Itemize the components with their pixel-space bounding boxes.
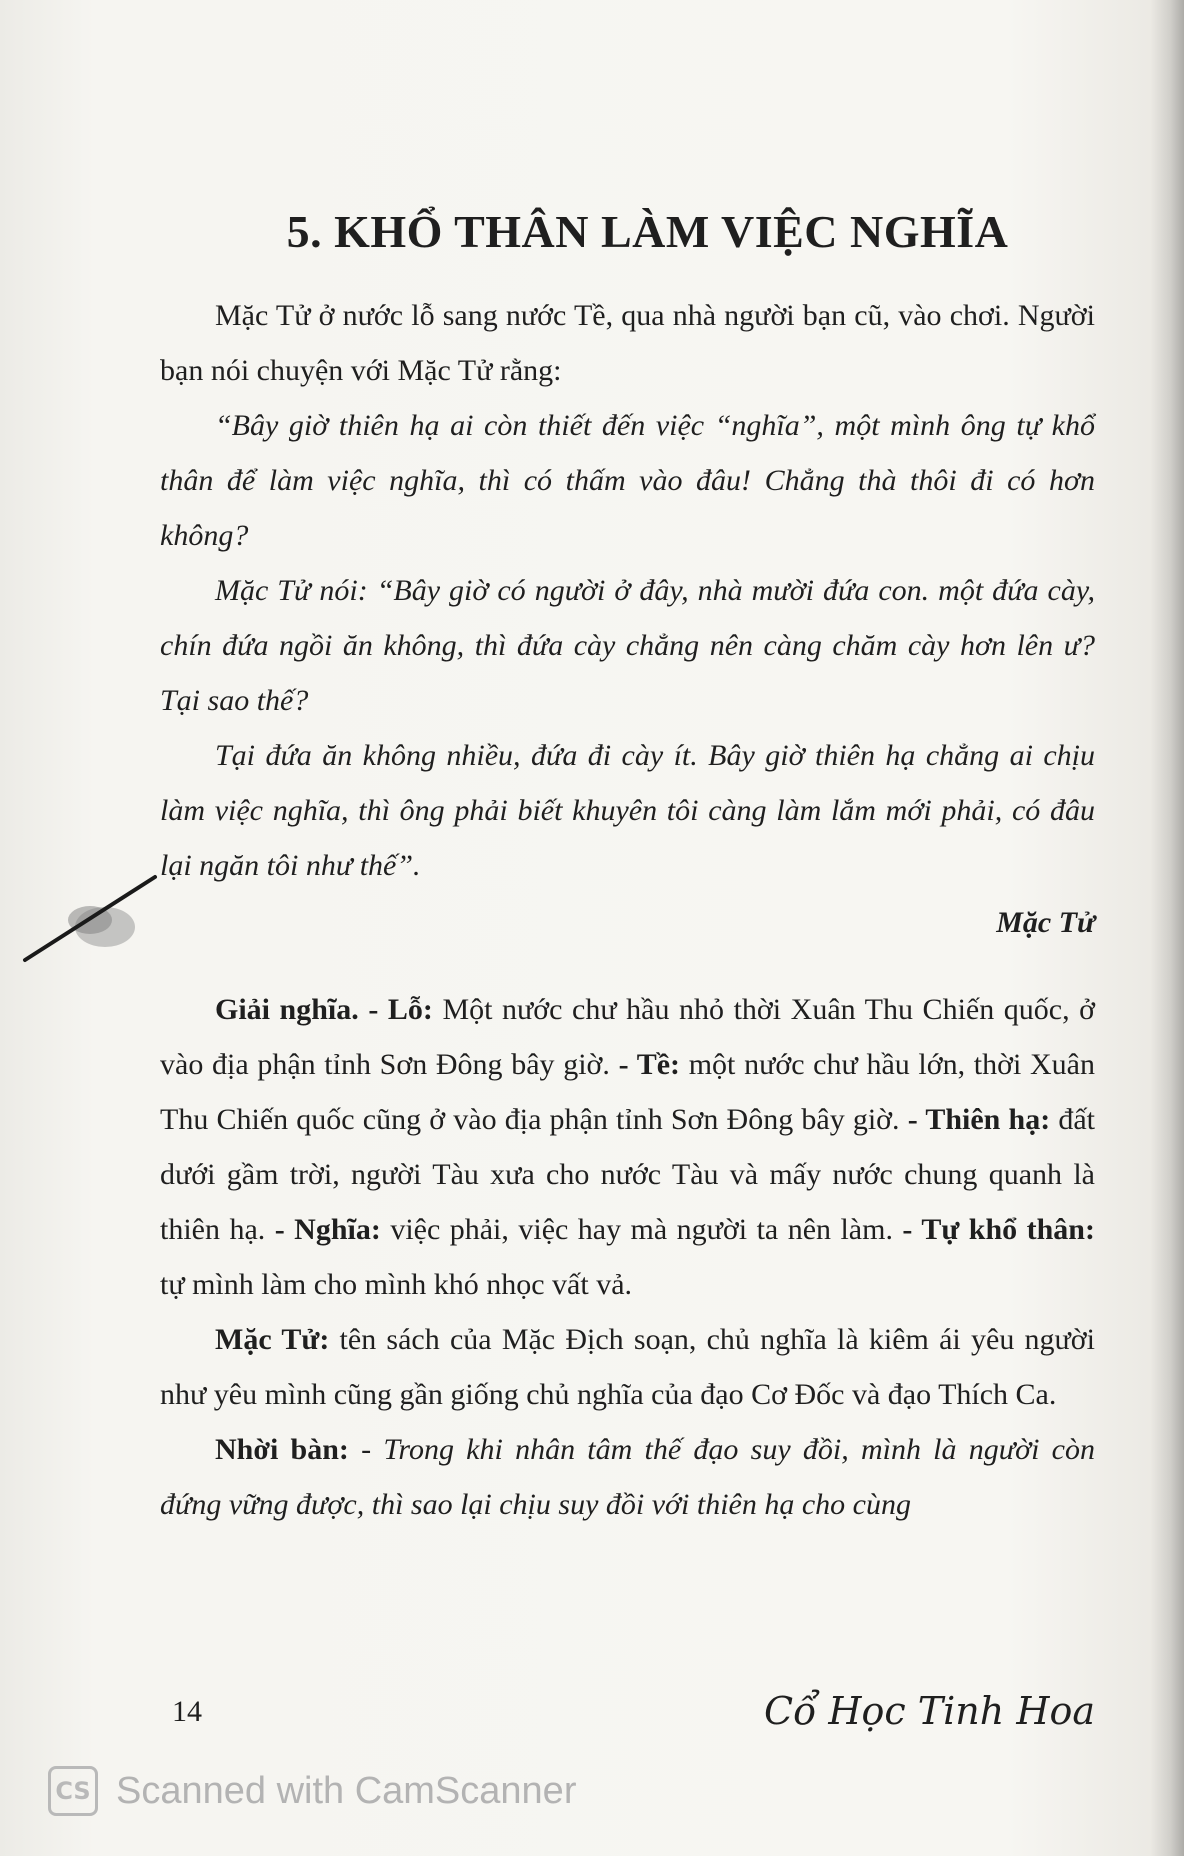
note-paragraph: [160, 1312, 1095, 1422]
note-term: Mặc Tử:: [215, 1323, 330, 1356]
commentary-paragraph: [160, 1422, 1095, 1532]
glossary-def-nghia: việc phải, việc hay mà người ta nên làm.: [380, 1213, 903, 1246]
page-content: [160, 205, 1095, 1532]
story-author: Mặc Tử: [996, 906, 1095, 939]
glossary-def-lo: Một nước chư hầu nhỏ thời Xuân Thu Chiến quốc, ở vào địa phận tỉnh Sơn Đông bây giờ.: [160, 993, 1096, 1081]
story-quote-1: “Bây giờ thiên hạ ai còn thiết đến việc “nghĩa”, một mình ông tự khổ thân để làm việc nghĩa, thì có thấm vào đâu! Chẳng thà thôi đi có hơn không?: [160, 409, 1095, 552]
page-footer: [160, 1689, 1095, 1745]
glossary-heading: Giải nghĩa.: [215, 993, 359, 1026]
pen-icon: [20, 865, 170, 965]
page-number: 14: [172, 1695, 202, 1728]
story-quote-2: Mặc Tử nói: “Bây giờ có người ở đây, nhà mười đứa con. một đứa cày, chín đứa ngồi ăn không, thì đứa cày chẳng nên càng chăm cày hơn lên ư? Tại sao thế?: [160, 574, 1095, 717]
commentary-heading: Nhời bàn:: [215, 1433, 349, 1466]
section-gap: [160, 964, 1095, 982]
page-edge-shadow: [1150, 0, 1184, 1856]
camscanner-watermark: [48, 1763, 576, 1819]
camscanner-logo-icon: CS: [48, 1766, 98, 1816]
glossary-def-tu-kho-than: tự mình làm cho mình khó nhọc vất vả.: [160, 1268, 633, 1301]
glossary-paragraph: [160, 982, 1095, 1312]
glossary-def-thien-ha: đất dưới gầm trời, người Tàu xưa cho nước Tàu và mấy nước chung quanh là thiên hạ.: [160, 1103, 1095, 1246]
chapter-title: 5. KHỔ THÂN LÀM VIỆC NGHĨA: [286, 206, 1009, 257]
commentary-text: Trong khi nhân tâm thế đạo suy đồi, mình là người còn đứng vững được, thì sao lại chịu suy đồi với thiên hạ cho cùng: [160, 1433, 1096, 1521]
glossary-term-thien-ha: - Thiên hạ:: [907, 1103, 1051, 1136]
camscanner-text: Scanned with CamScanner: [116, 1769, 577, 1812]
glossary-def-te: một nước chư hầu lớn, thời Xuân Thu Chiến quốc cũng ở vào địa phận tỉnh Sơn Đông bây giờ.: [160, 1048, 1095, 1136]
note-text: tên sách của Mặc Địch soạn, chủ nghĩa là kiêm ái yêu người như yêu mình cũng gần giống chủ nghĩa của đạo Cơ Đốc và đạo Thích Ca.: [160, 1323, 1095, 1411]
glossary-term-te: - Tề:: [618, 1048, 681, 1081]
glossary-term-nghia: - Nghĩa:: [274, 1213, 381, 1246]
glossary-term-tu-kho-than: - Tự khổ thân:: [902, 1213, 1095, 1246]
story-paragraph: Mặc Tử ở nước lỗ sang nước Tề, qua nhà người bạn cũ, vào chơi. Người bạn nói chuyện với Mặc Tử rằng:: [160, 299, 1095, 387]
commentary-dash: -: [348, 1433, 384, 1466]
book-title: Cổ Học Tinh Hoa: [764, 1689, 1095, 1733]
story-quote-3: Tại đứa ăn không nhiều, đứa đi cày ít. Bây giờ thiên hạ chẳng ai chịu làm việc nghĩa, thì ông phải biết khuyên tôi càng làm lắm mới phải, có đâu lại ngăn tôi như thế”.: [160, 739, 1095, 882]
glossary-term-lo: - Lỗ:: [368, 993, 433, 1026]
